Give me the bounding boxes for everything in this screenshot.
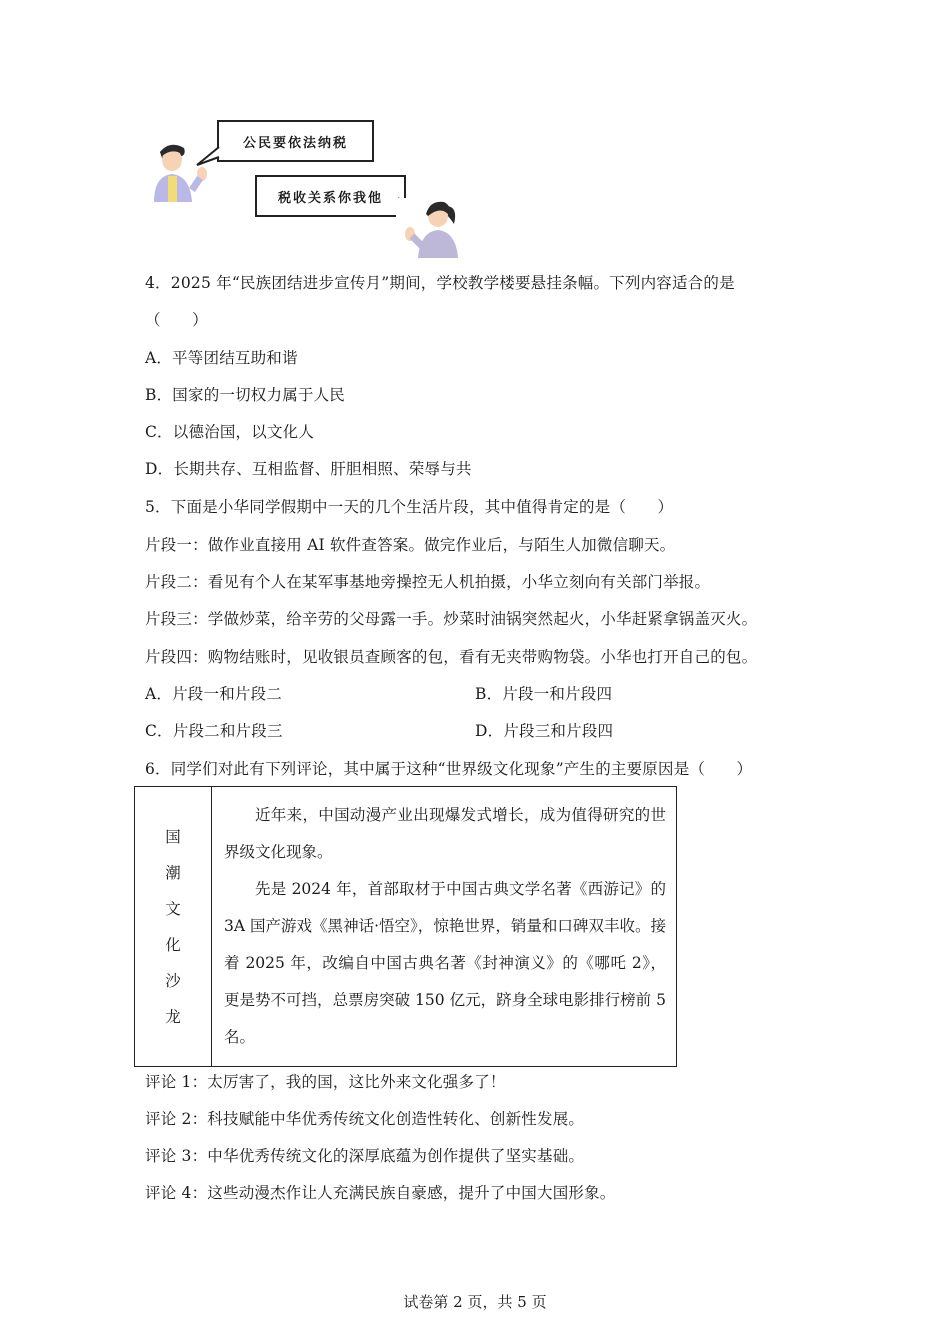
- speech-bubble-girl-text: 税收关系你我他: [277, 190, 383, 206]
- speech-bubble-boy-text: 公民要依法纳税: [242, 135, 348, 151]
- q4-option-a: A．平等团结互助和谐: [145, 349, 298, 367]
- speech-bubble-girl: [255, 175, 406, 217]
- girl-illustration: [396, 198, 472, 260]
- salon-label-char: 文: [165, 899, 181, 918]
- culture-salon-box: [134, 786, 677, 1067]
- salon-label-char: 沙: [165, 971, 181, 990]
- salon-paragraph-2: 先是 2024 年，首部取材于中国古典文学名著《西游记》的 3A 国产游戏《黑神话·悟空》，惊艳世界，销量和口碑双丰收。接着 2025 年，改编自中国古典名著《封神演义》的《哪吒 2》，更是势不可挡，总票房突破 150 亿元，跻身全球电影排行榜前 5 名。: [224, 880, 666, 1046]
- page-footer: 试卷第 2 页，共 5 页: [403, 1293, 547, 1311]
- q6-comment-4: 评论 4：这些动漫杰作让人充满民族自豪感，提升了中国大国形象。: [145, 1184, 616, 1202]
- speech-bubble-boy-tail: [195, 145, 223, 167]
- q6-comment-1: 评论 1：太厉害了，我的国，这比外来文化强多了！: [145, 1073, 506, 1091]
- q4-stem: 4．2025 年“民族团结进步宣传月”期间，学校教学楼要悬挂条幅。下列内容适合的是: [145, 274, 735, 292]
- salon-label: [135, 787, 212, 1067]
- salon-label-char: 龙: [165, 1007, 181, 1026]
- salon-label-char: 潮: [165, 863, 181, 882]
- q5-option-c: C．片段二和片段三: [145, 722, 283, 740]
- q4-option-b: B．国家的一切权力属于人民: [145, 386, 345, 404]
- salon-content: [212, 787, 677, 1067]
- q5-fragment-4: 片段四：购物结账时，见收银员查顾客的包，看有无夹带购物袋。小华也打开自己的包。: [145, 648, 758, 666]
- q4-bracket: （ ）: [145, 311, 208, 329]
- salon-label-char: 化: [165, 935, 181, 954]
- q5-option-b: B．片段一和片段四: [475, 685, 613, 703]
- q5-fragment-1: 片段一：做作业直接用 AI 软件查答案。做完作业后，与陌生人加微信聊天。: [145, 536, 676, 554]
- q5-fragment-2: 片段二：看见有个人在某军事基地旁操控无人机拍摄，小华立刻向有关部门举报。: [145, 573, 711, 591]
- q6-comment-3: 评论 3：中华优秀传统文化的深厚底蕴为创作提供了坚实基础。: [145, 1147, 585, 1165]
- q6-comment-2: 评论 2：科技赋能中华优秀传统文化创造性转化、创新性发展。: [145, 1110, 585, 1128]
- q4-option-c: C．以德治国，以文化人: [145, 423, 315, 441]
- q5-stem: 5．下面是小华同学假期中一天的几个生活片段，其中值得肯定的是（ ）: [145, 498, 674, 516]
- speech-bubble-boy: [217, 120, 374, 162]
- salon-paragraph-1: 近年来，中国动漫产业出现爆发式增长，成为值得研究的世界级文化现象。: [224, 806, 666, 861]
- q5-fragment-3: 片段三：学做炒菜，给辛劳的父母露一手。炒菜时油锅突然起火，小华赶紧拿锅盖灭火。: [145, 610, 758, 628]
- q5-option-d: D．片段三和片段四: [475, 722, 614, 740]
- q5-option-a: A．片段一和片段二: [145, 685, 282, 703]
- q4-option-d: D．长期共存、互相监督、肝胆相照、荣辱与共: [145, 460, 472, 478]
- salon-label-char: 国: [165, 827, 181, 846]
- q6-stem: 6．同学们对此有下列评论，其中属于这种“世界级文化现象”产生的主要原因是（ ）: [145, 760, 753, 778]
